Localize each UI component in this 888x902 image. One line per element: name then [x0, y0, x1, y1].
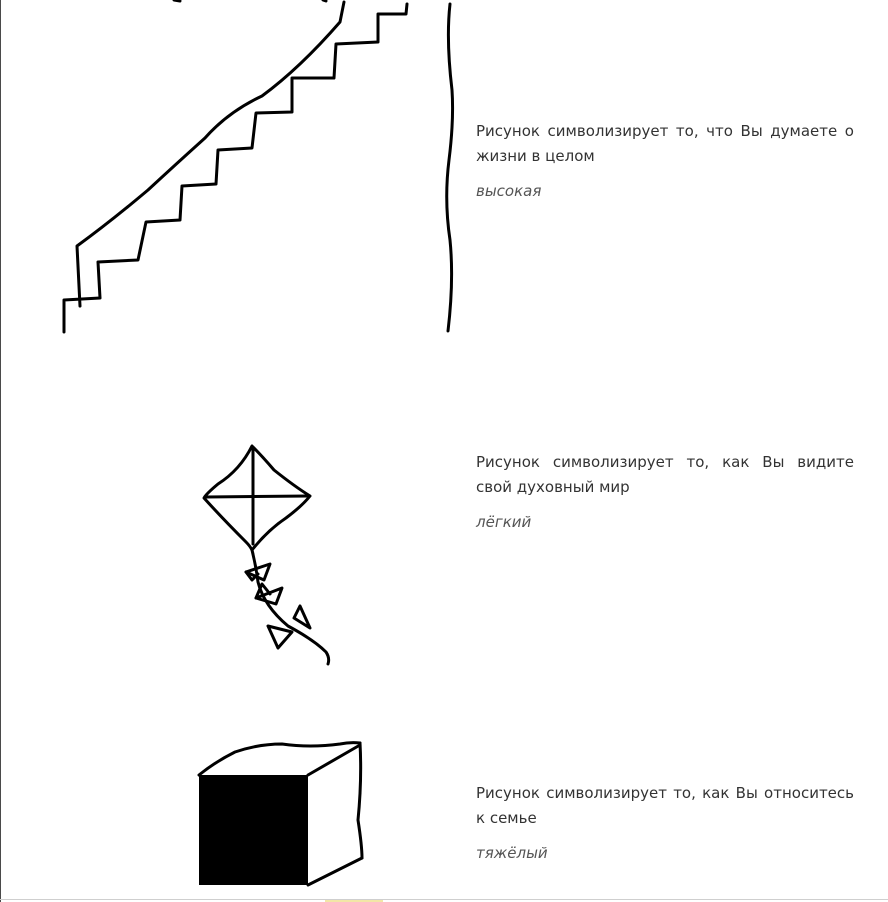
entry-staircase: [476, 119, 854, 201]
page-bottom-border: [0, 899, 888, 900]
staircase-sketch: [64, 0, 453, 332]
entry-kite: [476, 450, 854, 532]
entry-answer: лёгкий: [476, 513, 532, 531]
entry-description: Рисунок символизирует то, как Вы видите свой духовный мир: [476, 453, 854, 496]
entry-answer: тяжёлый: [476, 844, 548, 862]
cube-sketch: [199, 743, 362, 885]
entry-cube: [476, 781, 854, 863]
entry-description: Рисунок символизирует то, что Вы думаете о жизни в целом: [476, 122, 854, 165]
page-left-border: [0, 0, 1, 902]
kite-sketch: [204, 446, 329, 664]
entry-answer: высокая: [476, 182, 542, 200]
entry-description: Рисунок символизирует то, как Вы относитесь к семье: [476, 784, 854, 827]
